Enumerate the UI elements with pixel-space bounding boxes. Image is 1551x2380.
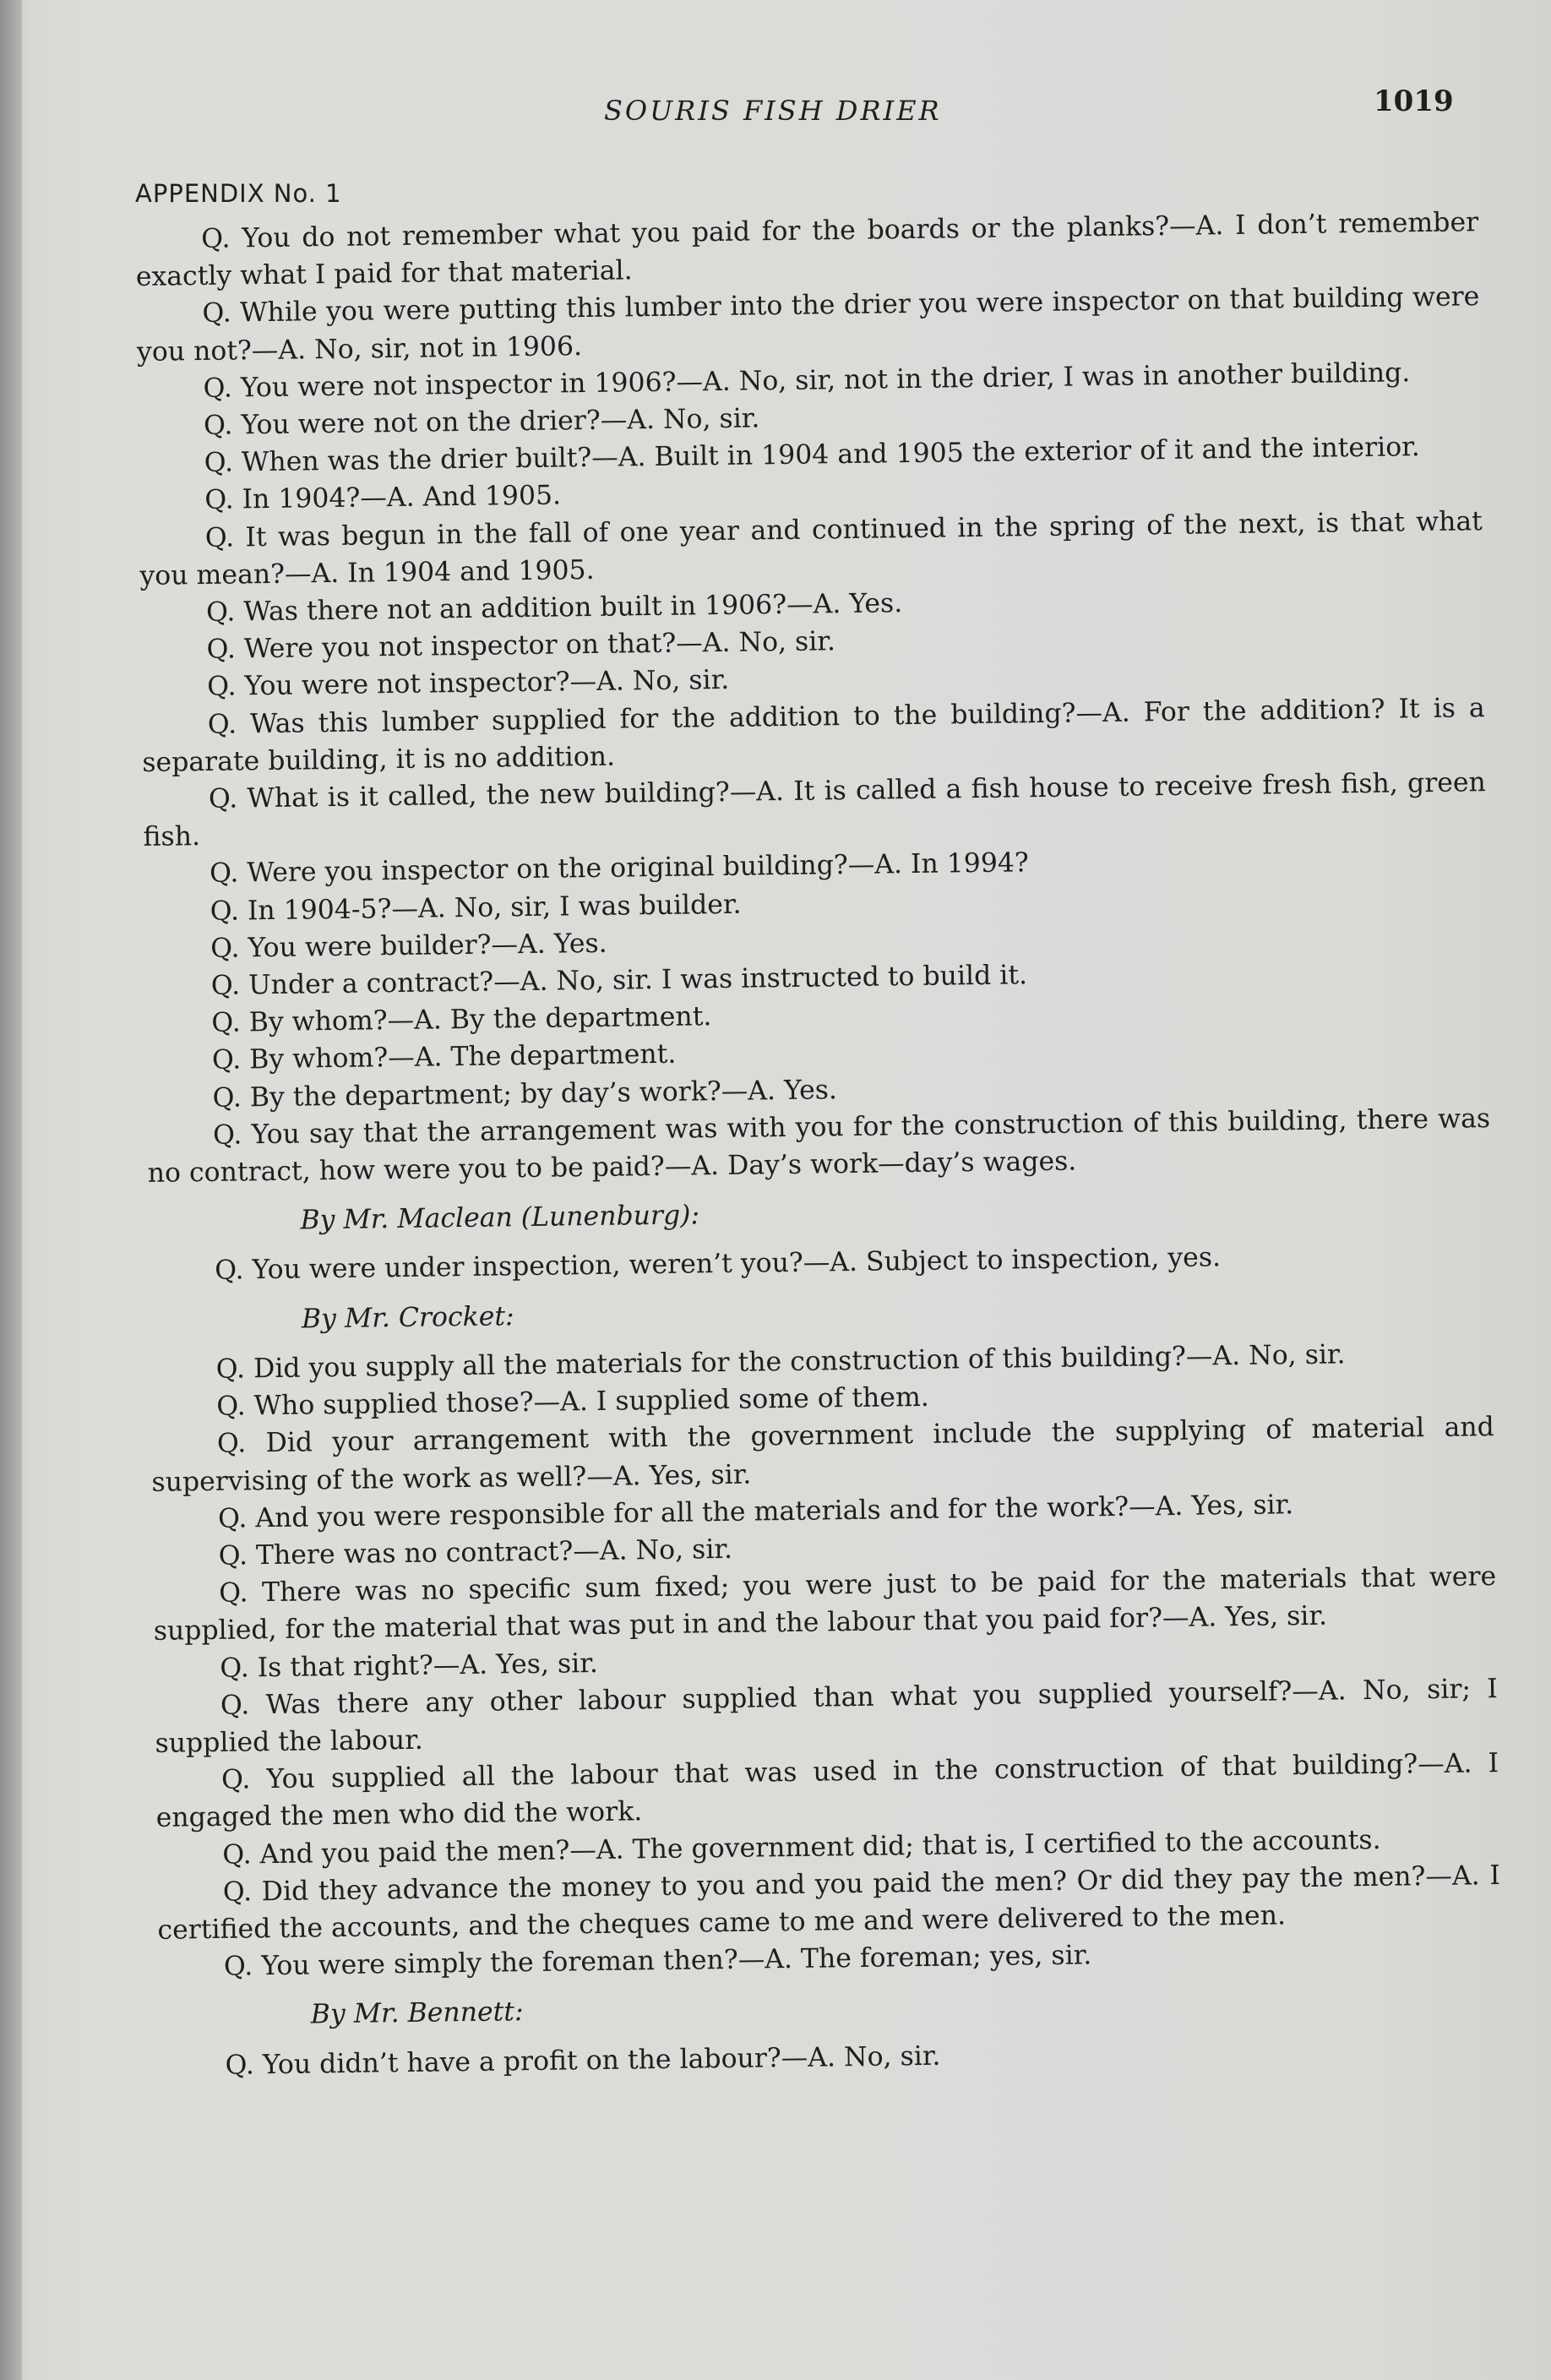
testimony-paragraph: Q. You supplied all the labour that was used in the construction of that building?—A. I engaged the men who did the work. (155, 1748, 1499, 1834)
testimony-paragraph: Q. By whom?—A. By the department. (211, 1001, 712, 1039)
testimony-paragraph: Q. Did you supply all the materials for the construction of this building?—A. No, sir. (215, 1339, 1346, 1385)
testimony-paragraph: Q. Did they advance the money to you and you paid the men? Or did they pay the men?—A. I certified the accounts, and the cheques came to me and were delivered to the men. (157, 1860, 1501, 1946)
testimony-paragraph: Q. You were builder?—A. Yes. (210, 928, 607, 964)
page-number: 1019 (1374, 84, 1454, 118)
testimony-paragraph: Q. Were you not inspector on that?—A. No, sir. (206, 626, 836, 666)
testimony-paragraph: Q. You were not inspector in 1906?—A. No, sir, not in the drier, I was in another building. (203, 357, 1411, 404)
testimony-paragraph: Q. In 1904-5?—A. No, sir, I was builder. (210, 889, 742, 927)
testimony-paragraph: Q. Is that right?—A. Yes, sir. (220, 1647, 599, 1684)
testimony-paragraph: Q. While you were putting this lumber into the drier you were inspector on that building were you not?—A. No, sir, not in 1906. (136, 281, 1480, 368)
testimony-paragraph: Q. In 1904?—A. And 1905. (204, 480, 562, 516)
page-header (0, 84, 1551, 135)
testimony-body (135, 204, 1503, 2084)
testimony-paragraph: Q. You didn’t have a profit on the labour?—A. No, sir. (225, 2040, 941, 2081)
testimony-paragraph: Q. Was there not an addition built in 1906?—A. Yes. (205, 588, 903, 628)
testimony-paragraph: Q. And you were responsible for all the materials and for the work?—A. Yes, sir. (217, 1489, 1294, 1534)
speaker-heading: By Mr. Maclean (Lunenburg): (300, 1200, 700, 1236)
testimony-paragraph: Q. Was this lumber supplied for the addition to the building?—A. For the addition? It is a separate building, it is no addition. (142, 692, 1485, 778)
testimony-paragraph: Q. What is it called, the new building?—A. It is called a fish house to receive fresh fish, green fish. (143, 767, 1487, 853)
testimony-paragraph: Q. And you paid the men?—A. The government did; that is, I certified to the accounts. (222, 1824, 1381, 1871)
testimony-paragraph: Q. It was begun in the fall of one year and continued in the spring of the next, is that what you mean?—A. In 1904 and 1905. (139, 505, 1483, 591)
testimony-paragraph: Q. You were not on the drier?—A. No, sir. (203, 403, 760, 441)
running-title: SOURIS FISH DRIER (604, 95, 942, 127)
speaker-heading: By Mr. Crocket: (301, 1300, 514, 1335)
testimony-paragraph: Q. You were under inspection, weren’t you?—A. Subject to inspection, yes. (215, 1242, 1222, 1287)
testimony-paragraph: Q. You were not inspector?—A. No, sir. (206, 665, 730, 703)
binding-gutter (0, 0, 22, 2380)
testimony-paragraph: Q. You do not remember what you paid for the boards or the planks?—A. I don’t remember exactly what I paid for that material. (135, 207, 1479, 293)
testimony-paragraph: Q. There was no specific sum fixed; you were just to be paid for the materials that were supplied, for the material that was put in and the labour that you paid for?—A. Yes, sir. (153, 1561, 1497, 1647)
section-label: APPENDIX No. 1 (135, 179, 342, 208)
testimony-paragraph: Q. Was there any other labour supplied than what you supplied yourself?—A. No, sir; I supplied the labour. (155, 1673, 1499, 1759)
testimony-paragraph: Q. When was the drier built?—A. Built in 1904 and 1905 the exterior of it and the interior. (204, 432, 1421, 479)
testimony-paragraph: Q. Were you inspector on the original building?—A. In 1994? (209, 847, 1030, 890)
testimony-paragraph: Q. You were simply the foreman then?—A. The foreman; yes, sir. (223, 1940, 1092, 1982)
speaker-heading: By Mr. Bennett: (310, 1996, 524, 2030)
testimony-paragraph: Q. Did your arrangement with the government include the supplying of material and supervising of the work as well?—A. Yes, sir. (151, 1412, 1495, 1498)
testimony-paragraph: Q. Under a contract?—A. No, sir. I was instructed to build it. (210, 960, 1028, 1001)
testimony-paragraph: Q. There was no contract?—A. No, sir. (218, 1533, 733, 1571)
testimony-paragraph: Q. You say that the arrangement was with you for the construction of this building, there was no contract, how were you to be paid?—A. Day’s work—day’s wages. (147, 1103, 1491, 1189)
testimony-paragraph: Q. By whom?—A. The department. (211, 1039, 677, 1076)
testimony-paragraph: Q. By the department; by day’s work?—A. Yes. (212, 1074, 838, 1114)
testimony-paragraph: Q. Who supplied those?—A. I supplied some of them. (216, 1381, 930, 1422)
